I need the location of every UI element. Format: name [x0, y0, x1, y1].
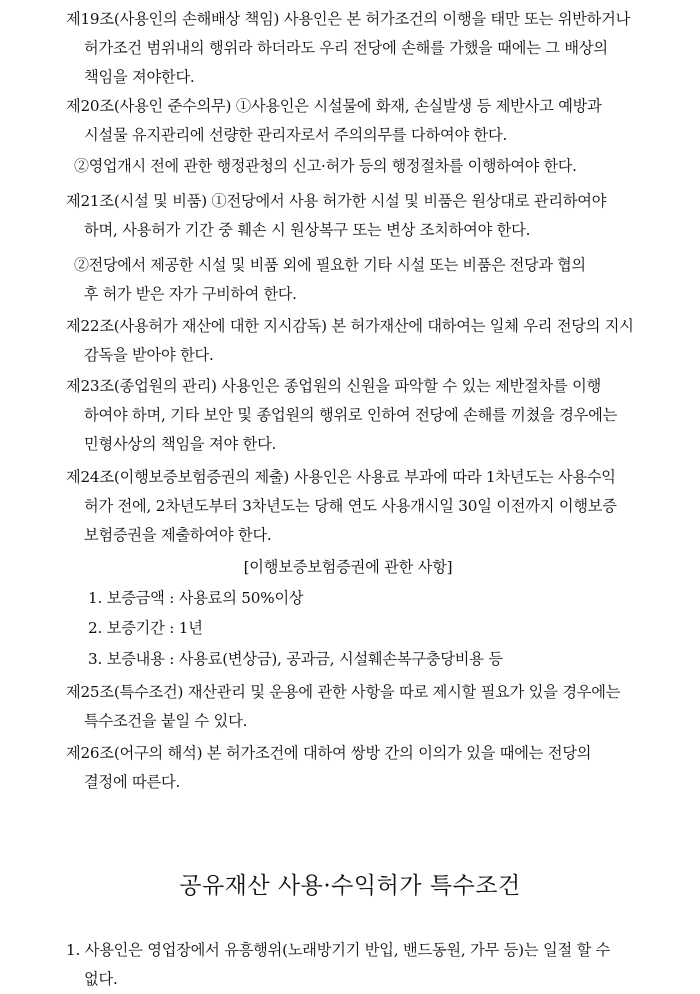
article-23-line-1: 제23조(종업원의 관리) 사용인은 종업원의 신원을 파악할 수 있는 제반절차를 이행 — [66, 377, 602, 395]
article-26-line-1: 제26조(어구의 해석) 본 허가조건에 대하여 쌍방 간의 이의가 있을 때에는 전당의 — [66, 744, 592, 762]
article-21-clause-2-line-2: 후 허가 받은 자가 구비하여 한다. — [83, 285, 297, 303]
article-21 — [66, 187, 634, 245]
article-23-line-3: 민형사상의 책임을 져야 한다. — [84, 435, 277, 453]
article-25-line-2: 특수조건을 붙일 수 있다. — [84, 712, 248, 730]
guarantee-heading: [이행보증보험증권에 관한 사항] — [243, 558, 453, 576]
article-19-line-3: 책임을 져야한다. — [84, 68, 195, 86]
article-20-clause-2 — [74, 152, 642, 181]
article-21-clause-2-line-1: ②전당에서 제공한 시설 및 비품 외에 필요한 기타 시설 또는 비품은 전당과 협의 — [74, 256, 586, 274]
article-22-line-1: 제22조(사용허가 재산에 대한 지시감독) 본 허가재산에 대하여는 일체 우리 전당의 지시 — [66, 317, 634, 335]
article-19 — [66, 5, 634, 92]
guarantee-item-amount: 1. 보증금액 : 사용료의 50%이상 — [88, 589, 304, 607]
article-19-line-1: 제19조(사용인의 손해배상 책임) 사용인은 본 허가조건의 이행을 태만 또는 위반하거나 — [66, 10, 631, 28]
guarantee-item-content: 3. 보증내용 : 사용료(변상금), 공과금, 시설훼손복구충당비용 등 — [88, 650, 503, 668]
article-25 — [66, 678, 634, 736]
article-24-line-1: 제24조(이행보증보험증권의 제출) 사용인은 사용료 부과에 따라 1차년도는 사용수익 — [66, 468, 616, 486]
article-23-line-2: 하여야 하며, 기타 보안 및 종업원의 행위로 인하여 전당에 손해를 끼쳤을 경우에는 — [84, 406, 618, 424]
article-21-line-2: 하며, 사용허가 기간 중 훼손 시 원상복구 또는 변상 조치하여야 한다. — [84, 221, 531, 239]
article-24 — [66, 463, 634, 550]
special-condition-1 — [66, 936, 634, 994]
article-26-line-2: 결정에 따른다. — [84, 773, 181, 791]
guarantee-item-period: 2. 보증기간 : 1년 — [88, 619, 203, 637]
article-19-line-2: 허가조건 범위내의 행위라 하더라도 우리 전당에 손해를 가했을 때에는 그 배상의 — [84, 39, 608, 57]
article-24-line-3: 보험증권을 제출하여야 한다. — [84, 526, 272, 544]
article-20-line-2: 시설물 유지관리에 선량한 관리자로서 주의의무를 다하여야 한다. — [84, 126, 508, 144]
article-20-line-1: 제20조(사용인 준수의무) ①사용인은 시설물에 화재, 손실발생 등 제반사고 예방과 — [66, 97, 602, 115]
special-condition-1-line-2: 없다. — [84, 970, 118, 988]
article-23 — [66, 372, 634, 459]
article-22 — [66, 312, 634, 370]
article-25-line-1: 제25조(특수조건) 재산관리 및 운용에 관한 사항을 따로 제시할 필요가 있을 경우에는 — [66, 683, 621, 701]
special-condition-1-line-1: 1. 사용인은 영업장에서 유흥행위(노래방기기 반입, 밴드동원, 가무 등)는 일절 할 수 — [66, 941, 611, 959]
article-20 — [66, 92, 634, 150]
article-21-line-1: 제21조(시설 및 비품) ①전당에서 사용 허가한 시설 및 비품은 원상대로 관리하여야 — [66, 192, 607, 210]
special-conditions-title: 공유재산 사용·수익허가 특수조건 — [179, 873, 521, 899]
article-21-clause-2 — [74, 251, 642, 309]
article-20-clause-2-line: ②영업개시 전에 관한 행정관청의 신고·허가 등의 행정절차를 이행하여야 한다. — [74, 157, 577, 175]
article-26 — [66, 739, 634, 797]
article-24-line-2: 허가 전에, 2차년도부터 3차년도는 당해 연도 사용개시일 30일 이전까지 이행보증 — [84, 497, 617, 515]
article-22-line-2: 감독을 받아야 한다. — [84, 346, 214, 364]
